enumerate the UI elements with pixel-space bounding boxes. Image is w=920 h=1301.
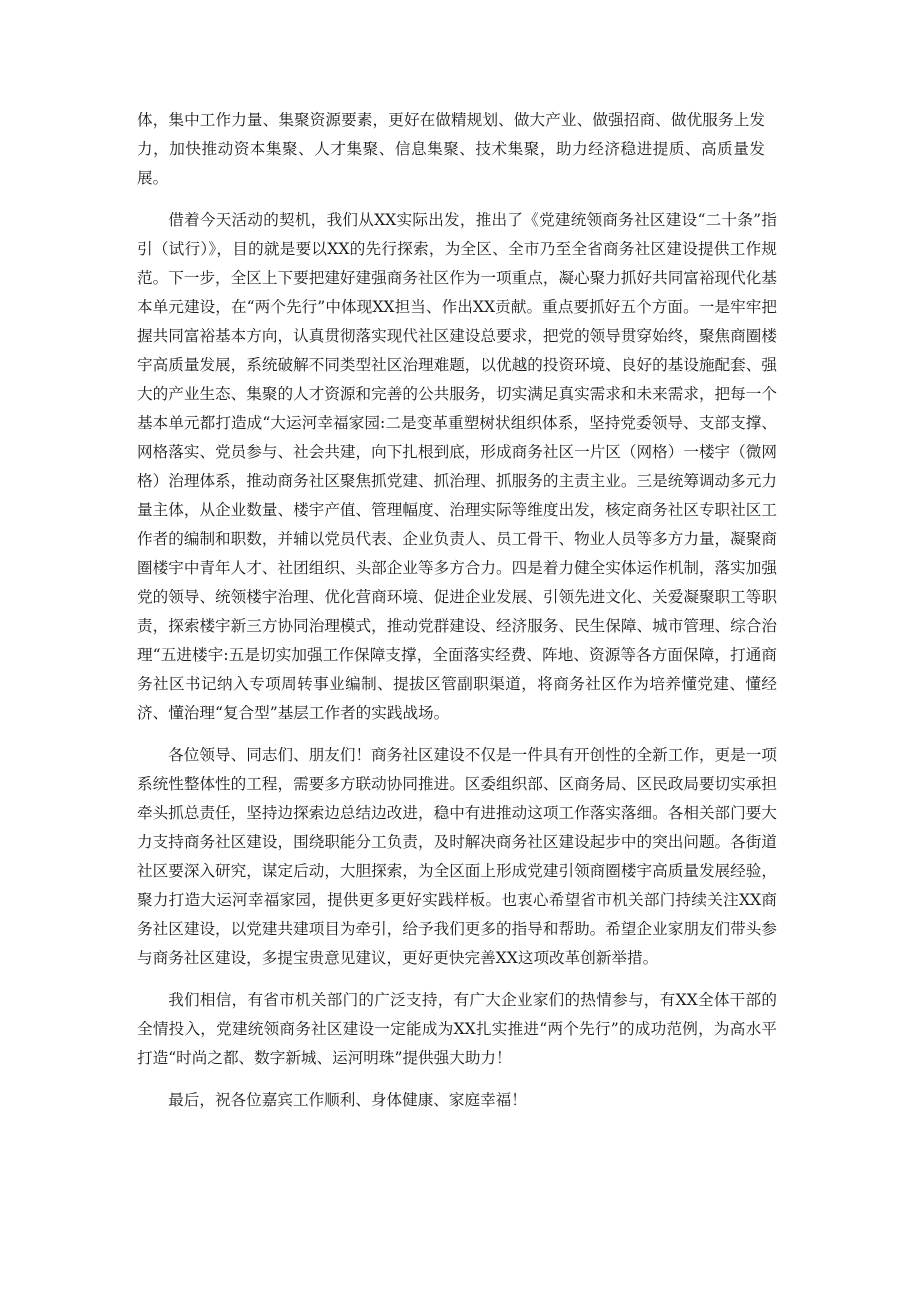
- paragraph-4: 我们相信，有省市机关部门的广泛支持，有广大企业家们的热情参与，有XX全体干部的全情投入，党建统领商务社区建设一定能成为XX扎实推进“两个先行”的成功范例，为高水平打造“时尚之都、数字新城、运河明珠”提供强大助力！: [137, 991, 777, 1067]
- paragraph-5: 最后，祝各位嘉宾工作顺利、身体健康、家庭幸福！: [168, 1091, 527, 1109]
- document-page: [137, 106, 777, 1128]
- paragraph-2: 借着今天活动的契机，我们从XX实际出发，推出了《党建统领商务社区建设“二十条”指引（试行）》，目的就是要以XX的先行探索，为全区、全市乃至全省商务社区建设提供工作规范。下一步，全区上下要把建好建强商务社区作为一项重点，凝心聚力抓好共同富裕现代化基本单元建设，在“两个先行”中体现XX担当、作出XX贡献。重点要抓好五个方面。一是牢牢把握共同富裕基本方向，认真贯彻落实现代社区建设总要求，把党的领导贯穿始终，聚焦商圈楼宇高质量发展，系统破解不同类型社区治理难题，以优越的投资环境、良好的基设施配套、强大的产业生态、集聚的人才资源和完善的公共服务，切实满足真实需求和未来需求，把每一个基本单元都打造成“大运河幸福家园:二是变革重塑树状组织体系，坚持党委领导、支部支撑、网格落实、党员参与、社会共建，向下扎根到底，形成商务社区一片区（网格）一楼宇（微网格）治理体系，推动商务社区聚焦抓党建、抓治理、抓服务的主责主业。三是统筹调动多元力量主体，从企业数量、楼宇产值、管理幅度、治理实际等维度出发，核定商务社区专职社区工作者的编制和职数，并辅以党员代表、企业负责人、员工骨干、物业人员等多方力量，凝聚商圈楼宇中青年人才、社团组织、头部企业等多方合力。四是着力健全实体运作机制，落实加强党的领导、统领楼宇治理、优化营商环境、促进企业发展、引领先进文化、关爱凝聚职工等职责，探索楼宇新三方协同治理模式，推动党群建设、经济服务、民生保障、城市管理、综合治理“五进楼宇:五是切实加强工作保障支撑，全面落实经费、阵地、资源等各方面保障，打通商务社区书记纳入专项周转事业编制、提拔区管副职渠道，将商务社区作为培养懂党建、懂经济、懂治理“复合型”基层工作者的实践战场。: [137, 211, 777, 722]
- paragraph-3: 各位领导、同志们、朋友们！商务社区建设不仅是一件具有开创性的全新工作，更是一项系统性整体性的工程，需要多方联动协同推进。区委组织部、区商务局、区民政局要切实承担牵头抓总责任，坚持边探索边总结边改进，稳中有进推动这项工作落实落细。各相关部门要大力支持商务社区建设，围绕职能分工负责，及时解决商务社区建设起步中的突出问题。各街道社区要深入研究，谋定后动，大胆探索，为全区面上形成党建引领商圈楼宇高质量发展经验，聚力打造大运河幸福家园，提供更多更好实践样板。也衷心希望省市机关部门持续关注XX商务社区建设，以党建共建项目为牵引，给予我们更多的指导和帮助。希望企业家朋友们带头参与商务社区建设，多提宝贵意见建议，更好更快完善XX这项改革创新举措。: [137, 746, 777, 967]
- paragraph-1: 体，集中工作力量、集聚资源要素，更好在做精规划、做大产业、做强招商、做优服务上发力，加快推动资本集聚、人才集聚、信息集聚、技术集聚，助力经济稳进提质、高质量发展。: [137, 111, 765, 187]
